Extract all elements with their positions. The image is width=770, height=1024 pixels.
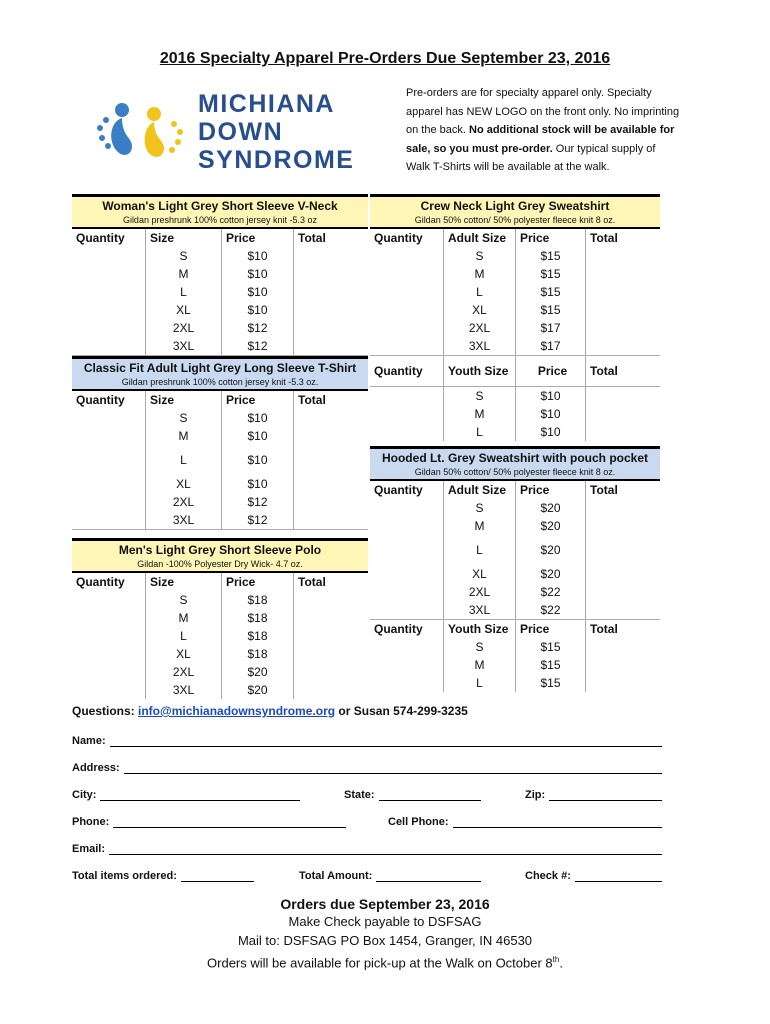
total-cell[interactable] <box>294 337 368 355</box>
logo-line-2: DOWN <box>198 118 284 146</box>
quantity-cell[interactable] <box>72 265 146 283</box>
name-input[interactable] <box>110 734 662 747</box>
table-row <box>72 247 368 265</box>
total-amount-input[interactable] <box>376 869 481 882</box>
zip-field <box>525 788 662 801</box>
table-row <box>370 247 660 265</box>
total-cell[interactable] <box>586 387 660 405</box>
longsleeve-header <box>72 356 368 389</box>
header-adult-size: Adult Size <box>444 229 516 247</box>
youth-header <box>370 355 660 387</box>
total-cell[interactable] <box>586 674 660 692</box>
table-row <box>72 645 368 663</box>
state-label: State: <box>344 789 375 801</box>
price-cell: $10 <box>222 283 294 301</box>
header-quantity: Quantity <box>370 229 444 247</box>
contact-line <box>72 704 468 718</box>
cell-phone-label: Cell Phone: <box>388 816 449 828</box>
polo-section <box>72 538 368 699</box>
price-cell: $10 <box>222 265 294 283</box>
price-cell: $18 <box>222 591 294 609</box>
price-cell: $17 <box>516 319 586 337</box>
cell-phone-field <box>388 815 662 828</box>
state-field <box>344 788 481 801</box>
table-row <box>72 663 368 681</box>
total-cell[interactable] <box>294 283 368 301</box>
price-cell: $18 <box>222 609 294 627</box>
price-cell: $10 <box>222 427 294 445</box>
total-cell[interactable] <box>294 319 368 337</box>
quantity-cell[interactable] <box>370 601 444 619</box>
total-cell[interactable] <box>294 627 368 645</box>
contact-email-link[interactable]: info@michianadownsyndrome.org <box>138 704 336 718</box>
contact-label: Questions: <box>72 704 135 718</box>
intro-bold: No additional stock will be available for sale, so you must pre-order. <box>406 124 675 155</box>
polo-table <box>72 571 368 699</box>
total-cell[interactable] <box>294 663 368 681</box>
table-row <box>370 638 660 656</box>
hooded-table <box>370 479 660 692</box>
zip-label: Zip: <box>525 789 546 801</box>
size-cell: 3XL <box>146 511 222 529</box>
size-cell: 2XL <box>444 319 516 337</box>
header-quantity: Quantity <box>72 391 146 409</box>
price-cell: $15 <box>516 247 586 265</box>
quantity-cell[interactable] <box>72 475 146 493</box>
footer-mail-to: Mail to: DSFSAG PO Box 1454, Granger, IN 46530 <box>237 933 533 948</box>
quantity-cell[interactable] <box>370 583 444 601</box>
price-cell: $20 <box>516 565 586 583</box>
table-row <box>72 475 368 493</box>
total-cell[interactable] <box>586 601 660 619</box>
size-cell: L <box>146 627 222 645</box>
size-cell: M <box>444 656 516 674</box>
phone-input[interactable] <box>113 815 346 828</box>
quantity-cell[interactable] <box>370 319 444 337</box>
page-title: 2016 Specialty Apparel Pre-Orders Due September 23, 2016 <box>159 50 611 67</box>
total-amount-label: Total Amount: <box>299 870 373 882</box>
total-items-input[interactable] <box>181 869 254 882</box>
quantity-cell[interactable] <box>370 337 444 355</box>
quantity-cell[interactable] <box>72 511 146 529</box>
phone-field <box>72 815 346 828</box>
table-row <box>370 337 660 355</box>
total-cell[interactable] <box>586 301 660 319</box>
quantity-cell[interactable] <box>370 638 444 656</box>
phone-label: Phone: <box>72 816 110 828</box>
total-cell[interactable] <box>294 511 368 529</box>
table-row <box>72 337 368 355</box>
zip-input[interactable] <box>549 788 662 801</box>
price-cell: $15 <box>516 301 586 319</box>
price-cell: $20 <box>516 517 586 535</box>
hooded-section <box>370 446 660 692</box>
quantity-cell[interactable] <box>72 681 146 699</box>
city-field <box>72 788 300 801</box>
polo-title: Men's Light Grey Short Sleeve Polo <box>118 543 322 557</box>
total-cell[interactable] <box>294 301 368 319</box>
table-row <box>72 591 368 609</box>
total-items-label: Total items ordered: <box>72 870 177 882</box>
size-cell: S <box>444 247 516 265</box>
sweatshirt-header <box>370 194 660 227</box>
total-cell[interactable] <box>586 535 660 565</box>
header-total: Total <box>298 575 326 589</box>
quantity-cell[interactable] <box>370 387 444 405</box>
logo-line-3: SYNDROME <box>198 146 355 174</box>
header-total: Total <box>590 483 618 497</box>
quantity-cell[interactable] <box>370 517 444 535</box>
total-cell[interactable] <box>586 423 660 441</box>
quantity-cell[interactable] <box>72 301 146 319</box>
header-adult-size: Adult Size <box>444 481 516 499</box>
footer-pickup-sup: th <box>552 955 560 964</box>
address-label: Address: <box>72 762 120 774</box>
total-cell[interactable] <box>294 409 368 427</box>
table-row <box>370 565 660 583</box>
header-total: Total <box>590 622 618 636</box>
email-field <box>72 842 662 855</box>
quantity-cell[interactable] <box>370 265 444 283</box>
hooded-title: Hooded Lt. Grey Sweatshirt with pouch pocket <box>381 451 649 465</box>
header-price: Price <box>516 356 586 386</box>
total-cell[interactable] <box>586 319 660 337</box>
quantity-cell[interactable] <box>72 663 146 681</box>
size-cell: 2XL <box>146 319 222 337</box>
price-cell: $15 <box>516 283 586 301</box>
total-cell[interactable] <box>294 427 368 445</box>
table-row <box>370 265 660 283</box>
price-cell: $12 <box>222 511 294 529</box>
quantity-cell[interactable] <box>370 247 444 265</box>
address-input[interactable] <box>124 761 662 774</box>
address-field <box>72 761 662 774</box>
size-cell: M <box>444 517 516 535</box>
size-cell: S <box>444 638 516 656</box>
quantity-cell[interactable] <box>72 247 146 265</box>
footer-pickup-text: Orders will be available for pick-up at the Walk on October 8 <box>207 955 553 971</box>
table-header <box>72 573 368 591</box>
total-cell[interactable] <box>586 565 660 583</box>
header-quantity: Quantity <box>370 356 444 386</box>
total-cell[interactable] <box>294 645 368 663</box>
table-header <box>370 481 660 499</box>
quantity-cell[interactable] <box>72 609 146 627</box>
header-total: Total <box>298 393 326 407</box>
header-price: Price <box>222 391 294 409</box>
size-cell: M <box>146 265 222 283</box>
table-row <box>370 405 660 423</box>
total-cell[interactable] <box>586 337 660 355</box>
price-cell: $10 <box>222 247 294 265</box>
table-row <box>72 511 368 529</box>
header-price: Price <box>516 620 586 638</box>
total-cell[interactable] <box>294 247 368 265</box>
longsleeve-subtitle: Gildan preshrunk 100% cotton jersey knit -5.3 oz. <box>121 377 319 387</box>
longsleeve-section <box>72 356 368 530</box>
size-cell: L <box>146 283 222 301</box>
total-cell[interactable] <box>586 583 660 601</box>
table-row <box>370 423 660 441</box>
table-row <box>370 387 660 405</box>
price-cell: $10 <box>222 301 294 319</box>
price-cell: $10 <box>222 409 294 427</box>
table-row <box>72 283 368 301</box>
size-cell: L <box>444 423 516 441</box>
quantity-cell[interactable] <box>72 645 146 663</box>
price-cell: $22 <box>516 583 586 601</box>
size-cell: S <box>444 387 516 405</box>
header-quantity: Quantity <box>72 229 146 247</box>
price-cell: $17 <box>516 337 586 355</box>
total-cell[interactable] <box>294 475 368 493</box>
price-cell: $15 <box>516 674 586 692</box>
price-cell: $22 <box>516 601 586 619</box>
vneck-header <box>72 194 368 227</box>
price-cell: $12 <box>222 319 294 337</box>
intro-text <box>406 84 681 177</box>
price-cell: $10 <box>516 387 586 405</box>
table-row <box>72 319 368 337</box>
header-total: Total <box>590 364 618 378</box>
cell-phone-input[interactable] <box>453 815 662 828</box>
email-label: Email: <box>72 843 106 855</box>
city-input[interactable] <box>100 788 300 801</box>
table-row <box>72 265 368 283</box>
size-cell: XL <box>146 475 222 493</box>
price-cell: $10 <box>516 423 586 441</box>
quantity-cell[interactable] <box>72 319 146 337</box>
quantity-cell[interactable] <box>370 283 444 301</box>
total-cell[interactable] <box>586 283 660 301</box>
table-row <box>370 499 660 517</box>
total-cell[interactable] <box>586 517 660 535</box>
price-cell: $15 <box>516 638 586 656</box>
table-row <box>72 409 368 427</box>
quantity-cell[interactable] <box>72 427 146 445</box>
vneck-section <box>72 194 368 356</box>
header-size: Size <box>146 391 222 409</box>
state-input[interactable] <box>379 788 481 801</box>
total-cell[interactable] <box>586 499 660 517</box>
header-quantity: Quantity <box>370 620 444 638</box>
intro-part-2: Our typical supply of Walk T-Shirts will be available at the walk. <box>406 142 656 173</box>
table-row <box>370 674 660 692</box>
sweatshirt-section <box>370 194 660 441</box>
size-cell: M <box>444 405 516 423</box>
table-row <box>72 609 368 627</box>
table-row <box>72 445 368 475</box>
polo-header <box>72 538 368 571</box>
table-row <box>72 681 368 699</box>
total-cell[interactable] <box>294 445 368 475</box>
footer-due-date: Orders due September 23, 2016 <box>280 896 490 912</box>
header-youth-size: Youth Size <box>444 620 516 638</box>
sweatshirt-subtitle: Gildan 50% cotton/ 50% polyester fleece knit 8 oz. <box>414 215 616 225</box>
table-row <box>370 535 660 565</box>
size-cell: 2XL <box>444 583 516 601</box>
longsleeve-table <box>72 389 368 530</box>
total-cell[interactable] <box>294 493 368 511</box>
size-cell: 2XL <box>146 493 222 511</box>
intro-part-1: Pre-orders are for specialty apparel only. Specialty apparel has NEW LOGO on the front only. No imprinting on the back. <box>406 87 680 136</box>
total-items-field <box>72 869 254 882</box>
table-row <box>370 517 660 535</box>
header-total: Total <box>298 231 326 245</box>
size-cell: S <box>146 591 222 609</box>
size-cell: S <box>146 247 222 265</box>
logo-figures-icon <box>92 100 192 170</box>
price-cell: $12 <box>222 493 294 511</box>
total-cell[interactable] <box>294 265 368 283</box>
size-cell: 2XL <box>146 663 222 681</box>
quantity-cell[interactable] <box>72 283 146 301</box>
header-youth-size: Youth Size <box>444 356 516 386</box>
total-cell[interactable] <box>586 265 660 283</box>
size-cell: XL <box>146 301 222 319</box>
table-row <box>370 301 660 319</box>
header-price: Price <box>516 481 586 499</box>
header-size: Size <box>146 573 222 591</box>
size-cell: L <box>444 283 516 301</box>
footer-pickup <box>0 950 770 972</box>
polo-subtitle: Gildan -100% Polyester Dry Wick- 4.7 oz. <box>137 559 303 569</box>
size-cell: 3XL <box>444 601 516 619</box>
total-cell[interactable] <box>294 609 368 627</box>
header-quantity: Quantity <box>72 573 146 591</box>
quantity-cell[interactable] <box>370 656 444 674</box>
price-cell: $20 <box>222 681 294 699</box>
quantity-cell[interactable] <box>370 674 444 692</box>
price-cell: $10 <box>222 475 294 493</box>
check-number-field <box>525 869 662 882</box>
table-row <box>72 427 368 445</box>
quantity-cell[interactable] <box>72 409 146 427</box>
total-amount-field <box>299 869 481 882</box>
price-cell: $18 <box>222 645 294 663</box>
size-cell: XL <box>444 565 516 583</box>
header-price: Price <box>222 229 294 247</box>
price-cell: $20 <box>516 499 586 517</box>
size-cell: L <box>444 674 516 692</box>
size-cell: S <box>146 409 222 427</box>
price-cell: $20 <box>222 663 294 681</box>
size-cell: 3XL <box>444 337 516 355</box>
name-field <box>72 734 662 747</box>
footer <box>0 896 770 972</box>
email-input[interactable] <box>109 842 662 855</box>
quantity-cell[interactable] <box>72 591 146 609</box>
sweatshirt-title: Crew Neck Light Grey Sweatshirt <box>420 199 610 213</box>
price-cell: $18 <box>222 627 294 645</box>
quantity-cell[interactable] <box>72 445 146 475</box>
vneck-title: Woman's Light Grey Short Sleeve V-Neck <box>102 199 338 213</box>
vneck-table <box>72 227 368 356</box>
table-row <box>370 656 660 674</box>
quantity-cell[interactable] <box>72 493 146 511</box>
table-row <box>72 301 368 319</box>
header-price: Price <box>516 229 586 247</box>
price-cell: $15 <box>516 265 586 283</box>
contact-phone: or Susan 574-299-3235 <box>338 704 468 718</box>
quantity-cell[interactable] <box>370 405 444 423</box>
size-cell: M <box>146 609 222 627</box>
table-header <box>72 391 368 409</box>
size-cell: L <box>444 535 516 565</box>
total-cell[interactable] <box>294 591 368 609</box>
size-cell: M <box>444 265 516 283</box>
quantity-cell[interactable] <box>370 423 444 441</box>
quantity-cell[interactable] <box>370 565 444 583</box>
total-cell[interactable] <box>586 656 660 674</box>
quantity-cell[interactable] <box>370 301 444 319</box>
check-number-input[interactable] <box>575 869 662 882</box>
price-cell: $10 <box>516 405 586 423</box>
quantity-cell[interactable] <box>72 337 146 355</box>
vneck-subtitle: Gildan preshrunk 100% cotton jersey knit -5.3 oz <box>122 215 318 225</box>
quantity-cell[interactable] <box>370 535 444 565</box>
logo-text <box>198 90 354 174</box>
size-cell: XL <box>146 645 222 663</box>
quantity-cell[interactable] <box>370 499 444 517</box>
youth-header <box>370 619 660 638</box>
size-cell: XL <box>444 301 516 319</box>
footer-pickup-end: . <box>559 955 563 971</box>
header-price: Price <box>222 573 294 591</box>
table-row <box>370 583 660 601</box>
table-header <box>370 229 660 247</box>
total-cell[interactable] <box>586 247 660 265</box>
header-size: Size <box>146 229 222 247</box>
total-cell[interactable] <box>586 638 660 656</box>
size-cell: 3XL <box>146 337 222 355</box>
price-cell: $10 <box>222 445 294 475</box>
footer-payable: Make Check payable to DSFSAG <box>288 914 482 929</box>
check-number-label: Check #: <box>525 870 571 882</box>
hooded-header <box>370 446 660 479</box>
logo-line-1: MICHIANA <box>198 90 335 118</box>
price-cell: $20 <box>516 535 586 565</box>
size-cell: M <box>146 427 222 445</box>
table-row <box>72 493 368 511</box>
name-label: Name: <box>72 735 106 747</box>
quantity-cell[interactable] <box>72 627 146 645</box>
header-total: Total <box>590 231 618 245</box>
price-cell: $12 <box>222 337 294 355</box>
total-cell[interactable] <box>586 405 660 423</box>
city-label: City: <box>72 789 97 801</box>
size-cell: S <box>444 499 516 517</box>
table-row <box>370 319 660 337</box>
size-cell: L <box>146 445 222 475</box>
total-cell[interactable] <box>294 681 368 699</box>
table-row <box>370 601 660 619</box>
hooded-subtitle: Gildan 50% cotton/ 50% polyester fleece knit 8 oz. <box>414 467 616 477</box>
table-header <box>72 229 368 247</box>
longsleeve-title: Classic Fit Adult Light Grey Long Sleeve T-Shirt <box>83 361 357 375</box>
sweatshirt-table <box>370 227 660 441</box>
price-cell: $15 <box>516 656 586 674</box>
header-quantity: Quantity <box>370 481 444 499</box>
size-cell: 3XL <box>146 681 222 699</box>
table-row <box>370 283 660 301</box>
table-row <box>72 627 368 645</box>
